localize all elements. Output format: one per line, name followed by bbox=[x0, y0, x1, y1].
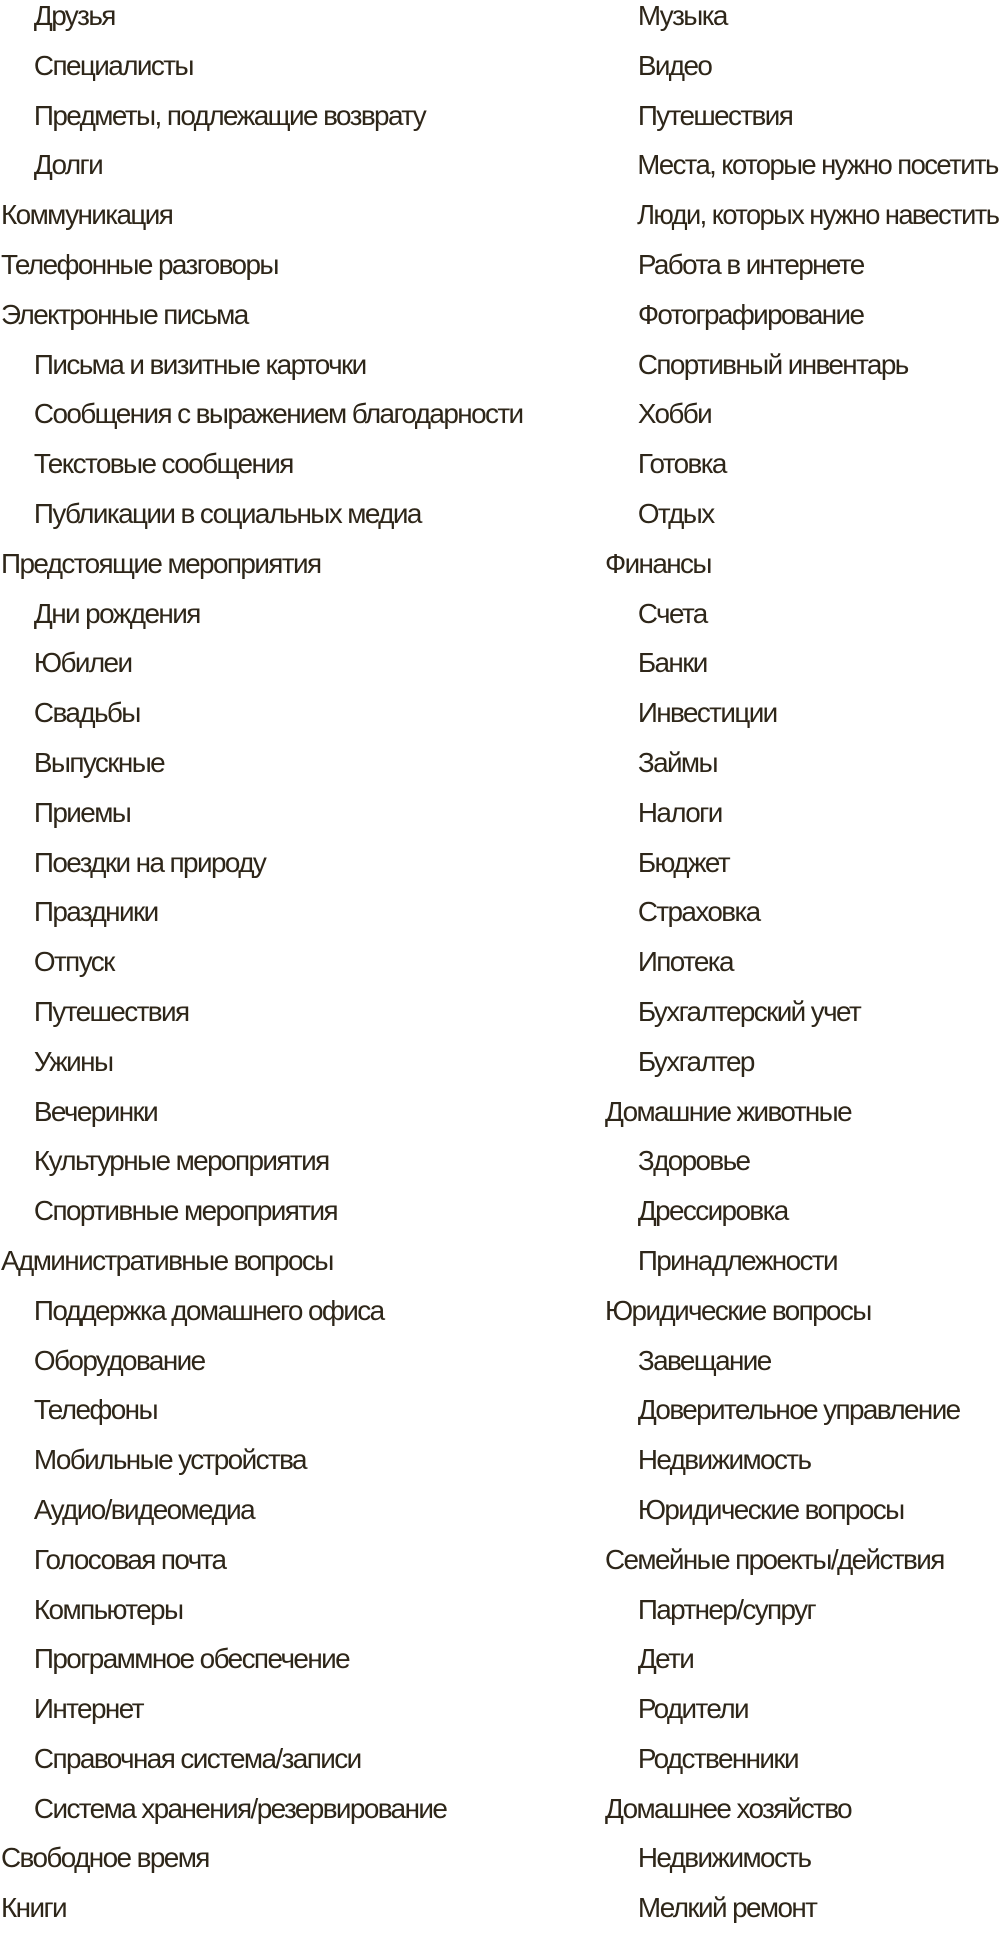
subcategory-item: Мелкий ремонт bbox=[637, 1892, 817, 1924]
subcategory-item: Интернет bbox=[33, 1693, 143, 1725]
category-heading: Телефонные разговоры bbox=[0, 248, 278, 280]
subcategory-item: Друзья bbox=[33, 0, 115, 31]
subcategory-item: Родители bbox=[637, 1693, 748, 1725]
right-column-list bbox=[604, 0, 1000, 1942]
subcategory-item: Спортивный инвентарь bbox=[637, 348, 908, 380]
subcategory-item: Музыка bbox=[637, 0, 727, 31]
subcategory-item: Юбилеи bbox=[33, 647, 132, 679]
subcategory-item: Текстовые сообщения bbox=[33, 448, 293, 480]
category-heading: Финансы bbox=[604, 547, 711, 579]
subcategory-item: Банки bbox=[637, 647, 707, 679]
subcategory-item: Выпускные bbox=[33, 746, 165, 778]
subcategory-item: Юридические вопросы bbox=[637, 1493, 904, 1525]
subcategory-item: Вечеринки bbox=[33, 1095, 158, 1127]
subcategory-item: Бюджет bbox=[637, 846, 730, 878]
subcategory-item: Места, которые нужно посетить bbox=[637, 149, 998, 181]
subcategory-item: Партнер/супруг bbox=[637, 1593, 816, 1625]
subcategory-item: Люди, которых нужно навестить bbox=[637, 199, 999, 231]
category-heading: Электронные письма bbox=[0, 298, 248, 330]
subcategory-item: Оборудование bbox=[33, 1344, 205, 1376]
subcategory-item: Поездки на природу bbox=[33, 846, 266, 878]
subcategory-item: Телефоны bbox=[33, 1394, 157, 1426]
category-heading: Семейные проекты/действия bbox=[604, 1543, 944, 1575]
subcategory-item: Аудио/видеомедиа bbox=[33, 1493, 255, 1525]
subcategory-item: Специалисты bbox=[33, 49, 193, 81]
subcategory-item: Налоги bbox=[637, 796, 722, 828]
subcategory-item: Отпуск bbox=[33, 946, 114, 978]
subcategory-item: Система хранения/резервирование bbox=[33, 1792, 447, 1824]
category-heading: Домашние животные bbox=[604, 1095, 852, 1127]
subcategory-item: Работа в интернете bbox=[637, 248, 864, 280]
subcategory-item: Принадлежности bbox=[637, 1244, 837, 1276]
subcategory-item: Счета bbox=[637, 597, 707, 629]
category-heading: Книги bbox=[0, 1892, 67, 1924]
subcategory-item: Готовка bbox=[637, 448, 726, 480]
subcategory-item: Свадьбы bbox=[33, 697, 140, 729]
subcategory-item: Страховка bbox=[637, 896, 760, 928]
subcategory-item: Дни рождения bbox=[33, 597, 200, 629]
subcategory-item: Бухгалтер bbox=[637, 1045, 754, 1077]
category-heading: Свободное время bbox=[0, 1842, 209, 1874]
subcategory-item: Завещание bbox=[637, 1344, 771, 1376]
category-heading: Юридические вопросы bbox=[604, 1294, 871, 1326]
subcategory-item: Займы bbox=[637, 746, 717, 778]
subcategory-item: Путешествия bbox=[33, 995, 189, 1027]
subcategory-item: Дети bbox=[637, 1643, 694, 1675]
subcategory-item: Спортивные мероприятия bbox=[33, 1195, 337, 1227]
subcategory-item: Программное обеспечение bbox=[33, 1643, 350, 1675]
subcategory-item: Предметы, подлежащие возврату bbox=[33, 99, 426, 131]
subcategory-item: Праздники bbox=[33, 896, 158, 928]
subcategory-item: Инвестиции bbox=[637, 697, 777, 729]
subcategory-item: Голосовая почта bbox=[33, 1543, 226, 1575]
subcategory-item: Недвижимость bbox=[637, 1842, 811, 1874]
subcategory-item: Справочная система/записи bbox=[33, 1742, 361, 1774]
subcategory-item: Приемы bbox=[33, 796, 131, 828]
subcategory-item: Видео bbox=[637, 49, 712, 81]
subcategory-item: Ужины bbox=[33, 1045, 113, 1077]
subcategory-item: Ипотека bbox=[637, 946, 733, 978]
category-heading: Административные вопросы bbox=[0, 1244, 333, 1276]
subcategory-item: Культурные мероприятия bbox=[33, 1145, 329, 1177]
subcategory-item: Дрессировка bbox=[637, 1195, 788, 1227]
subcategory-item: Мобильные устройства bbox=[33, 1444, 306, 1476]
subcategory-item: Компьютеры bbox=[33, 1593, 183, 1625]
subcategory-item: Недвижимость bbox=[637, 1444, 811, 1476]
subcategory-item: Письма и визитные карточки bbox=[33, 348, 366, 380]
category-heading: Домашнее хозяйство bbox=[604, 1792, 852, 1824]
subcategory-item: Хобби bbox=[637, 398, 712, 430]
subcategory-item: Сообщения с выражением благодарности bbox=[33, 398, 523, 430]
subcategory-item: Публикации в социальных медиа bbox=[33, 497, 421, 529]
subcategory-item: Доверительное управление bbox=[637, 1394, 960, 1426]
subcategory-item: Отдых bbox=[637, 497, 714, 529]
subcategory-item: Поддержка домашнего офиса bbox=[33, 1294, 384, 1326]
category-heading: Коммуникация bbox=[0, 199, 173, 231]
subcategory-item: Здоровье bbox=[637, 1145, 750, 1177]
subcategory-item: Долги bbox=[33, 149, 103, 181]
subcategory-item: Родственники bbox=[637, 1742, 798, 1774]
subcategory-item: Бухгалтерский учет bbox=[637, 995, 861, 1027]
category-heading: Предстоящие мероприятия bbox=[0, 547, 321, 579]
subcategory-item: Путешествия bbox=[637, 99, 793, 131]
subcategory-item: Фотографирование bbox=[637, 298, 864, 330]
